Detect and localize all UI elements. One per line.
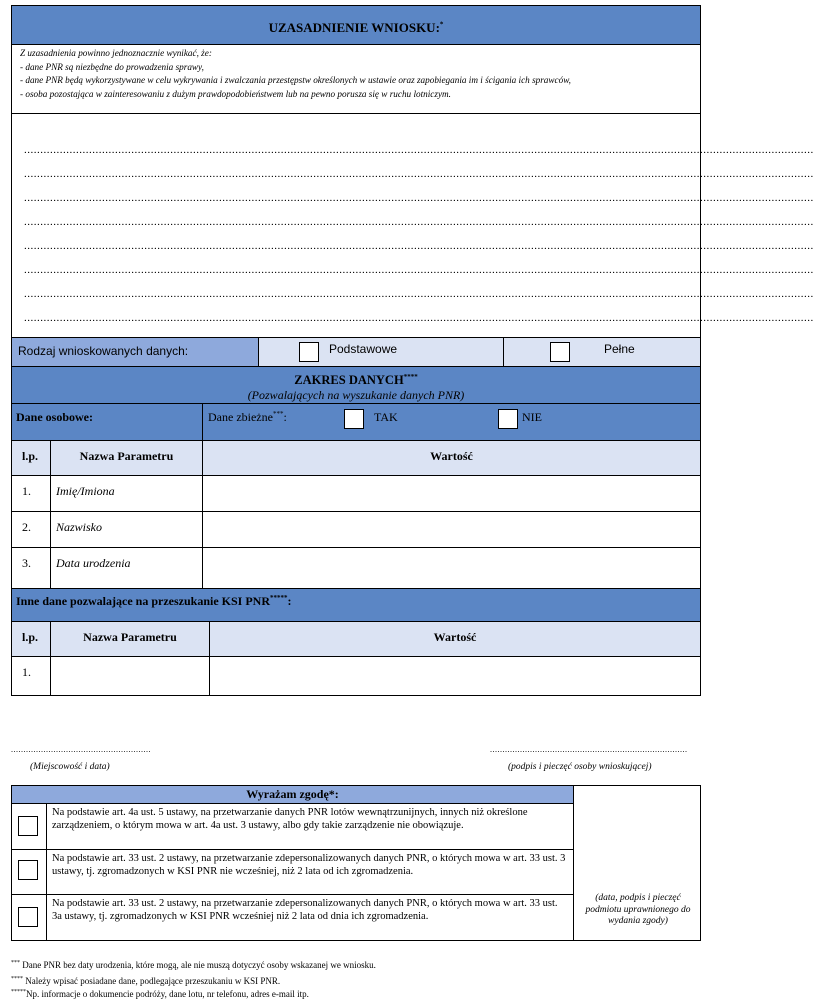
row-lp: 3. xyxy=(22,556,31,570)
zgoda-row xyxy=(11,803,574,850)
dane-osobowe-label: Dane osobowe: xyxy=(16,410,93,424)
zakres-header xyxy=(11,366,701,404)
value-field[interactable] xyxy=(210,657,700,695)
inne-col-value: Wartość xyxy=(209,621,701,657)
value-field[interactable] xyxy=(203,548,700,588)
zgoda-text: Na podstawie art. 33 ust. 2 ustawy, na przetwarzanie zdepersonalizowanych danych PNR, o których mowa w art. 33 ust. 3a ustawy, tj. zgromadzonych w KSI PNR wcześniej niż 2 lata od dnia ich zgromadzenia. xyxy=(52,898,558,922)
applicant-signature-label: (podpis i pieczęć osoby wnioskującej) xyxy=(508,762,652,772)
zgoda-row xyxy=(11,894,574,941)
row-param-name: Nazwisko xyxy=(56,520,103,534)
zgoda-checkbox[interactable] xyxy=(18,860,38,880)
zakres-title: ZAKRES DANYCH**** xyxy=(294,373,418,388)
dotted-line: ................................................................................................................................................................................................................................................... xyxy=(24,168,814,180)
dotted-line: ................................................................................................................................................................................................................................................... xyxy=(24,216,814,228)
instructions-point: - osoba pozostająca w zainteresowaniu z dużym prawdopodobieństwem lub na pewno porusza się w ruchu lotniczym. xyxy=(20,88,451,99)
dotted-line: ................................................................................................................................................................................................................................................... xyxy=(24,144,814,156)
zakres-col-value: Wartość xyxy=(202,440,701,476)
place-date-line: ........................................................ xyxy=(11,745,151,754)
footnote: *** Dane PNR bez daty urodzenia, które mogą, ale nie muszą dotyczyć osoby wskazanej we wniosku. xyxy=(11,960,376,970)
place-date-label: (Miejscowość i data) xyxy=(30,762,110,772)
uzasadnienie-header xyxy=(11,5,701,45)
dotted-line: ................................................................................................................................................................................................................................................... xyxy=(24,264,814,276)
dotted-line: ................................................................................................................................................................................................................................................... xyxy=(24,288,814,300)
value-field[interactable] xyxy=(203,512,700,547)
applicant-signature-line: ............................................................................... xyxy=(490,745,688,754)
zakres-subtitle: (Pozwalających na wyszukanie danych PNR) xyxy=(247,388,465,403)
dotted-line: ................................................................................................................................................................................................................................................... xyxy=(24,312,814,324)
dotted-line: ................................................................................................................................................................................................................................................... xyxy=(24,192,814,204)
tak-label: TAK xyxy=(374,410,398,424)
instructions-intro: Z uzasadnienia powinno jednoznacznie wynikać, że: xyxy=(20,48,212,58)
instructions-point: - dane PNR są niezbędne do prowadzenia sprawy, xyxy=(20,61,204,72)
pelne-checkbox[interactable] xyxy=(550,342,570,362)
dane-osobowe-row xyxy=(11,403,701,441)
rodzaj-label-cell xyxy=(11,337,259,367)
zgoda-header: Wyrażam zgodę*: xyxy=(11,785,574,804)
nie-label: NIE xyxy=(522,410,542,424)
rodzaj-label: Rodzaj wnioskowanych danych: xyxy=(18,344,189,358)
instructions-point: - dane PNR będą wykorzystywane w celu wykrywania i zwalczania przestępstw określonych w ustawie oraz zapobiegania im i ścigania ich sprawców, xyxy=(20,75,571,85)
param-name-field[interactable] xyxy=(51,657,209,695)
inne-col-lp: l.p. xyxy=(11,621,51,657)
footnote: **** Należy wpisać posiadane dane, podlegające przeszukaniu w KSI PNR. xyxy=(11,976,281,986)
podstawowe-checkbox[interactable] xyxy=(299,342,319,362)
row-lp: 1. xyxy=(22,665,31,679)
row-param-name: Imię/Imiona xyxy=(56,484,115,498)
table-row xyxy=(11,511,701,548)
inne-col-name: Nazwa Parametru xyxy=(50,621,210,657)
inne-dane-header xyxy=(11,588,701,622)
table-row xyxy=(11,547,701,589)
zgoda-checkbox[interactable] xyxy=(18,816,38,836)
rodzaj-option-podstawowe xyxy=(258,337,504,367)
dotted-line: ................................................................................................................................................................................................................................................... xyxy=(24,240,814,252)
podstawowe-label: Podstawowe xyxy=(329,342,398,356)
nie-checkbox[interactable] xyxy=(498,409,518,429)
zgoda-sign-cell[interactable] xyxy=(573,785,701,941)
dane-zbiezne-label: Dane zbieżne***: xyxy=(208,410,287,424)
table-row xyxy=(11,656,701,696)
zgoda-row xyxy=(11,849,574,895)
zakres-col-lp: l.p. xyxy=(11,440,51,476)
zakres-col-name: Nazwa Parametru xyxy=(50,440,203,476)
zgoda-text: Na podstawie art. 4a ust. 5 ustawy, na przetwarzanie danych PNR lotów wewnątrzunijnych, innych niż określone zarządzeniem, o którym mowa w art. 4a ust. 3 ustawy, albo gdy takie zarządzenie nie obowiązuje. xyxy=(52,807,528,831)
pelne-label: Pełne xyxy=(604,342,635,356)
row-lp: 2. xyxy=(22,520,31,534)
zgoda-checkbox[interactable] xyxy=(18,907,38,927)
zgoda-sign-label: (data, podpis i pieczęć podmiotu uprawnionego do wydania zgody) xyxy=(585,893,691,926)
row-param-name: Data urodzenia xyxy=(56,556,131,570)
uzasadnienie-title: UZASADNIENIE WNIOSKU:* xyxy=(268,20,444,35)
rodzaj-option-pelne xyxy=(503,337,701,367)
row-lp: 1. xyxy=(22,484,31,498)
value-field[interactable] xyxy=(203,476,700,511)
table-row xyxy=(11,475,701,512)
uzasadnienie-text-area[interactable] xyxy=(11,113,814,338)
footnote: *****Np. informacje o dokumencie podróży, dane lotu, nr telefonu, adres e-mail itp. xyxy=(11,989,309,999)
zgoda-text: Na podstawie art. 33 ust. 2 ustawy, na przetwarzanie zdepersonalizowanych danych PNR, o których mowa w art. 33 ust. 3 ustawy, tj. zgromadzonych w KSI PNR nie wcześniej, niż 2 lata od ich zgromadzenia. xyxy=(52,853,566,877)
uzasadnienie-instructions xyxy=(11,44,701,114)
tak-checkbox[interactable] xyxy=(344,409,364,429)
inne-dane-title: Inne dane pozwalające na przeszukanie KSI PNR*****: xyxy=(16,594,292,608)
